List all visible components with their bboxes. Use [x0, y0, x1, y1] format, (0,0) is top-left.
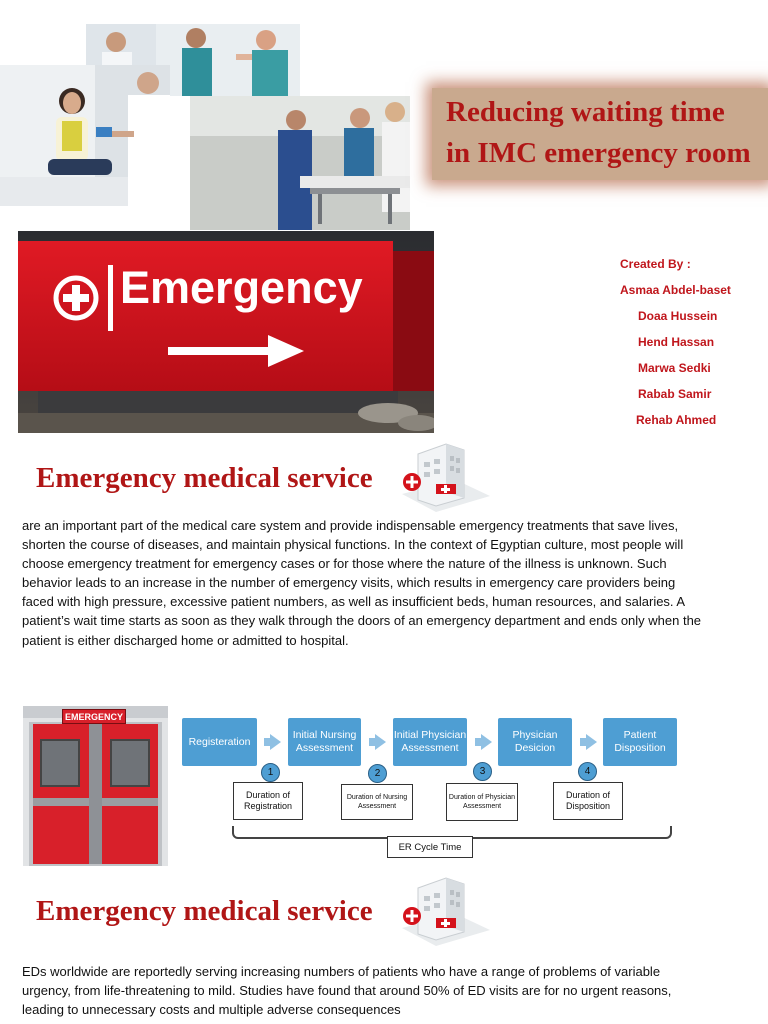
section1-body: are an important part of the medical care system and provide indispensable emergency treatments that save lives, shorten the course of diseases, and maintain physical functions. In the context of Egyptian culture, most people will choose emergency treatment for emergency cases or for those where the nature of the illness is unknown. Such behavior leads to an increase in the number of emergency visits, which results in emergency care providers being faced with high pressure, excessive patient numbers, as well as insufficient beds, human resources, and salaries. A patient’s wait time starts as soon as they walk through the doors of an emergency department and ends only when the patient is either discharged home or admitted to hospital. — [22, 518, 702, 648]
duration-disposition: Duration of Disposition — [553, 782, 623, 820]
credit-name: Asmaa Abdel-baset — [620, 283, 731, 297]
door-sign — [62, 709, 126, 724]
hospital-building-icon — [398, 440, 492, 516]
flow-arrow-icon — [481, 734, 492, 750]
duration-physician: Duration of Physician Assessment — [446, 783, 518, 821]
flow-number: 3 — [473, 762, 492, 781]
flow-number: 1 — [261, 763, 280, 782]
flow-step-nursing: Initial Nursing Assessment — [288, 718, 361, 766]
flow-step-physician-assessment: Initial Physician Assessment — [393, 718, 467, 766]
flow-step-registration: Registeration — [182, 718, 257, 766]
photo-stretcher-team — [190, 96, 410, 230]
flow-step-disposition: Patient Disposition — [603, 718, 677, 766]
section2-heading: Emergency medical service — [36, 895, 373, 927]
flow-arrow-icon — [270, 734, 281, 750]
cycle-time-label: ER Cycle Time — [387, 836, 473, 858]
credits — [600, 255, 760, 437]
page-title — [446, 92, 768, 174]
credit-name: Rehab Ahmed — [636, 413, 717, 427]
duration-registration: Duration of Registration — [233, 782, 303, 820]
sign-text: Emergency — [120, 262, 363, 313]
credit-name: Hend Hassan — [638, 335, 715, 349]
title-line-2: in IMC emergency room — [446, 137, 751, 169]
credit-name: Doaa Hussein — [638, 309, 718, 323]
flow-arrow-icon — [586, 734, 597, 750]
hospital-building-icon — [398, 874, 492, 950]
section2-body: EDs worldwide are reportedly serving increasing numbers of patients who have a range of problems of variable urgency, from life-threatening to mild. Studies have found that around 50% of ED visits are for no urgent reasons, leading to unnecessary costs and multiple adverse consequences — [22, 964, 672, 1018]
door-sign-text: EMERGENCY — [64, 711, 123, 722]
section1-heading: Emergency medical service — [36, 462, 373, 494]
flow-number: 4 — [578, 762, 597, 781]
flow-number: 2 — [368, 764, 387, 783]
emergency-door-illustration — [23, 706, 168, 866]
credits-label: Created By : — [620, 257, 691, 271]
credit-name: Rabab Samir — [638, 387, 712, 401]
duration-nursing: Duration of Nursing Assessment — [341, 784, 413, 820]
flow-arrow-icon — [375, 734, 386, 750]
title-line-1: Reducing waiting time — [446, 96, 725, 128]
photo-patient-consultation — [0, 65, 170, 206]
flow-step-physician-decision: Physician Desicion — [498, 718, 572, 766]
credit-name: Marwa Sedki — [638, 361, 711, 375]
